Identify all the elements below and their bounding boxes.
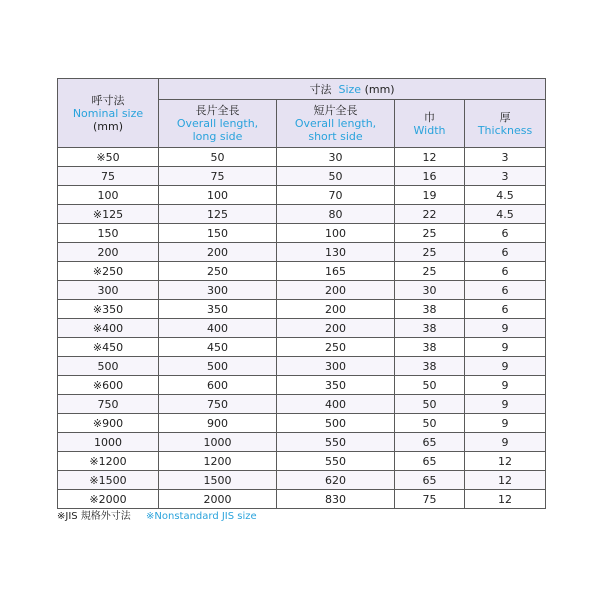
table-row (58, 281, 546, 300)
cell-width: 38 (395, 338, 465, 357)
table-row (58, 471, 546, 490)
cell-long-side: 600 (159, 376, 277, 395)
header-nominal-jp: 呼寸法 (91, 93, 125, 107)
table-row (58, 300, 546, 319)
header-size-group (159, 79, 546, 100)
header-nominal-en: Nominal size (72, 106, 144, 120)
cell-short-side: 100 (277, 224, 395, 243)
cell-width: 16 (395, 167, 465, 186)
cell-nominal: ※350 (58, 300, 159, 319)
cell-thickness: 12 (465, 452, 546, 471)
cell-width: 12 (395, 148, 465, 167)
cell-nominal: 500 (58, 357, 159, 376)
cell-long-side: 100 (159, 186, 277, 205)
cell-width: 25 (395, 262, 465, 281)
cell-long-side: 350 (159, 300, 277, 319)
cell-long-side: 500 (159, 357, 277, 376)
cell-width: 25 (395, 224, 465, 243)
cell-short-side: 550 (277, 452, 395, 471)
header-thickness-jp: 厚 (499, 110, 511, 124)
table-row (58, 167, 546, 186)
cell-short-side: 50 (277, 167, 395, 186)
cell-thickness: 9 (465, 414, 546, 433)
header-short-en1: Overall length, (294, 117, 377, 130)
table-row (58, 186, 546, 205)
header-short-en2: short side (308, 130, 363, 143)
cell-width: 38 (395, 357, 465, 376)
cell-width: 38 (395, 300, 465, 319)
cell-thickness: 4.5 (465, 205, 546, 224)
cell-width: 65 (395, 452, 465, 471)
cell-long-side: 50 (159, 148, 277, 167)
cell-thickness: 12 (465, 471, 546, 490)
header-nominal-unit: (mm) (92, 119, 123, 133)
cell-short-side: 620 (277, 471, 395, 490)
cell-nominal: 75 (58, 167, 159, 186)
cell-short-side: 350 (277, 376, 395, 395)
header-long-en2: long side (192, 130, 243, 143)
cell-long-side: 200 (159, 243, 277, 262)
cell-thickness: 9 (465, 357, 546, 376)
cell-short-side: 70 (277, 186, 395, 205)
table-row (58, 338, 546, 357)
table-header (58, 79, 546, 148)
cell-nominal: ※400 (58, 319, 159, 338)
cell-thickness: 9 (465, 376, 546, 395)
cell-width: 50 (395, 395, 465, 414)
cell-short-side: 500 (277, 414, 395, 433)
header-width-en: Width (413, 123, 446, 137)
cell-width: 65 (395, 433, 465, 452)
footnote (57, 511, 257, 523)
header-size-en: Size (338, 82, 362, 96)
cell-thickness: 4.5 (465, 186, 546, 205)
cell-short-side: 80 (277, 205, 395, 224)
header-thickness (465, 100, 546, 148)
header-nominal-size (58, 79, 159, 148)
cell-short-side: 250 (277, 338, 395, 357)
cell-thickness: 6 (465, 224, 546, 243)
cell-long-side: 75 (159, 167, 277, 186)
cell-thickness: 6 (465, 281, 546, 300)
cell-nominal: ※125 (58, 205, 159, 224)
table-row (58, 376, 546, 395)
cell-short-side: 400 (277, 395, 395, 414)
cell-long-side: 125 (159, 205, 277, 224)
cell-thickness: 3 (465, 167, 546, 186)
header-width (395, 100, 465, 148)
cell-nominal: ※2000 (58, 490, 159, 509)
header-long-en1: Overall length, (176, 117, 259, 130)
cell-nominal: ※1500 (58, 471, 159, 490)
cell-nominal: ※450 (58, 338, 159, 357)
table-row (58, 262, 546, 281)
cell-short-side: 300 (277, 357, 395, 376)
cell-nominal: 1000 (58, 433, 159, 452)
cell-nominal: ※50 (58, 148, 159, 167)
cell-long-side: 1500 (159, 471, 277, 490)
cell-short-side: 130 (277, 243, 395, 262)
cell-width: 30 (395, 281, 465, 300)
footnote-jp: ※JIS 規格外寸法 (57, 511, 131, 522)
cell-short-side: 200 (277, 281, 395, 300)
header-long-jp: 長片全長 (195, 104, 240, 117)
table-row (58, 452, 546, 471)
table-row (58, 319, 546, 338)
cell-short-side: 550 (277, 433, 395, 452)
cell-long-side: 1000 (159, 433, 277, 452)
table-body (58, 148, 546, 509)
cell-thickness: 6 (465, 262, 546, 281)
cell-short-side: 165 (277, 262, 395, 281)
cell-width: 38 (395, 319, 465, 338)
cell-width: 19 (395, 186, 465, 205)
header-size-unit: (mm) (364, 82, 395, 96)
header-row-1 (58, 79, 546, 100)
cell-width: 50 (395, 414, 465, 433)
cell-short-side: 30 (277, 148, 395, 167)
cell-nominal: 100 (58, 186, 159, 205)
cell-long-side: 750 (159, 395, 277, 414)
cell-width: 22 (395, 205, 465, 224)
table-row (58, 433, 546, 452)
cell-thickness: 9 (465, 338, 546, 357)
cell-long-side: 400 (159, 319, 277, 338)
cell-long-side: 300 (159, 281, 277, 300)
footnote-en: ※Nonstandard JIS size (146, 511, 257, 522)
cell-thickness: 9 (465, 319, 546, 338)
cell-nominal: ※900 (58, 414, 159, 433)
table-row (58, 490, 546, 509)
table-row (58, 205, 546, 224)
cell-nominal: 750 (58, 395, 159, 414)
cell-short-side: 200 (277, 300, 395, 319)
cell-thickness: 3 (465, 148, 546, 167)
cell-long-side: 450 (159, 338, 277, 357)
cell-width: 50 (395, 376, 465, 395)
header-size-jp: 寸法 (309, 82, 332, 96)
table-row (58, 414, 546, 433)
cell-width: 65 (395, 471, 465, 490)
cell-thickness: 6 (465, 300, 546, 319)
table-row (58, 357, 546, 376)
cell-nominal: 150 (58, 224, 159, 243)
cell-short-side: 830 (277, 490, 395, 509)
spec-table-container (57, 78, 545, 509)
cell-short-side: 200 (277, 319, 395, 338)
header-long-side (159, 100, 277, 148)
cell-long-side: 150 (159, 224, 277, 243)
size-spec-table (57, 78, 546, 509)
cell-long-side: 250 (159, 262, 277, 281)
table-row (58, 395, 546, 414)
cell-long-side: 900 (159, 414, 277, 433)
cell-long-side: 1200 (159, 452, 277, 471)
cell-nominal: ※600 (58, 376, 159, 395)
cell-thickness: 6 (465, 243, 546, 262)
header-width-jp: 巾 (424, 110, 435, 124)
header-short-side (277, 100, 395, 148)
header-short-jp: 短片全長 (313, 104, 358, 117)
cell-width: 25 (395, 243, 465, 262)
cell-nominal: 200 (58, 243, 159, 262)
header-thickness-en: Thickness (477, 123, 533, 137)
table-row (58, 243, 546, 262)
cell-nominal: 300 (58, 281, 159, 300)
cell-nominal: ※1200 (58, 452, 159, 471)
table-row (58, 224, 546, 243)
cell-width: 75 (395, 490, 465, 509)
cell-thickness: 12 (465, 490, 546, 509)
cell-nominal: ※250 (58, 262, 159, 281)
cell-thickness: 9 (465, 395, 546, 414)
cell-thickness: 9 (465, 433, 546, 452)
table-row (58, 148, 546, 167)
cell-long-side: 2000 (159, 490, 277, 509)
